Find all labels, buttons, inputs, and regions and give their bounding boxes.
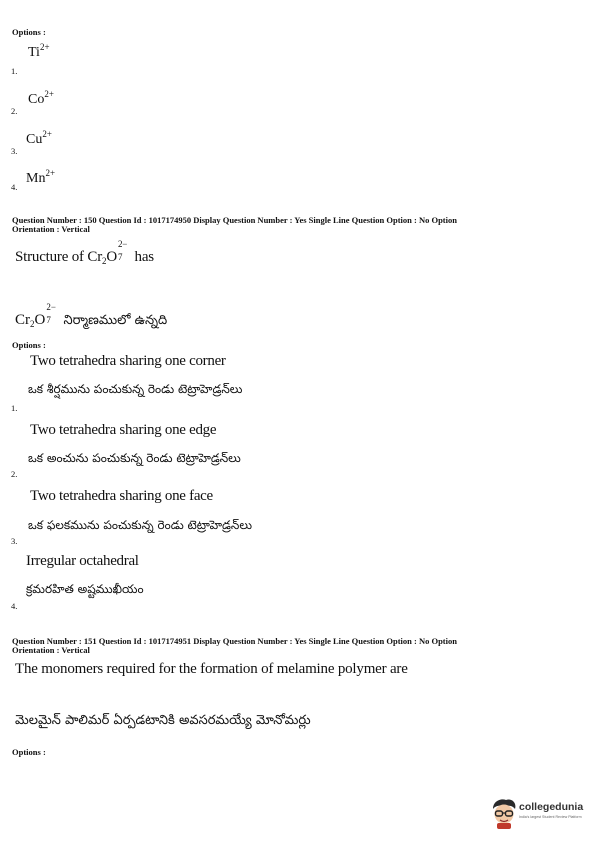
question-150-formula-te: $Cr_2O$ 2− 7: [15, 302, 56, 329]
question-150-orientation: Orientation : Vertical: [12, 224, 90, 234]
option-prev-4-formula: $Mn^{2+}$: [26, 168, 56, 186]
student-mascot-icon: [489, 797, 519, 829]
logo-name: collegedunia: [519, 801, 584, 813]
option-150-3-number: 3.: [11, 536, 18, 546]
option-150-4-te: క్రమరహిత అష్టముఖీయం: [26, 582, 144, 596]
option-prev-2-number: 2.: [11, 106, 18, 116]
options-label-150: Options :: [12, 340, 46, 350]
option-prev-2-formula: $Co^{2+}$: [28, 89, 54, 107]
option-prev-3-formula: $Cu^{2+}$: [26, 129, 52, 147]
logo-tagline: India's largest Student Review Platform: [519, 815, 582, 819]
question-150-text-te: $Cr_2O$ 2− 7 నిర్మాణములో ఉన్నది: [15, 302, 168, 329]
question-151-text-te: మెలమైన్ పాలిమర్ ఏర్పడటానికి అవసరమయ్యే మోనోమర్లు: [15, 713, 311, 728]
option-150-1-number: 1.: [11, 403, 18, 413]
question-151-header: Question Number : 151 Question Id : 1017174951 Display Question Number : Yes Single Line Question Option : No Option: [12, 636, 457, 646]
question-150-header: Question Number : 150 Question Id : 1017174950 Display Question Number : Yes Single Line Question Option : No Option: [12, 215, 457, 225]
option-150-3-en: Two tetrahedra sharing one face: [30, 488, 213, 504]
option-150-1-te: ఒక శీర్షమును పంచుకున్న రెండు టెట్రాహెడ్రన్‌లు: [28, 382, 243, 396]
option-prev-4-number: 4.: [11, 182, 18, 192]
question-150-text-en: Structure of $Cr_2O$ 2− 7 has: [15, 239, 154, 266]
question-150-formula: $Cr_2O$ 2− 7: [87, 239, 128, 266]
option-150-4-number: 4.: [11, 601, 18, 611]
collegedunia-logo: [489, 795, 589, 831]
question-151-text-en: The monomers required for the formation of melamine polymer are: [15, 661, 408, 677]
option-prev-3-number: 3.: [11, 146, 18, 156]
option-prev-1-number: 1.: [11, 66, 18, 76]
option-150-2-te: ఒక అంచును పంచుకున్న రెండు టెట్రాహెడ్రన్‌లు: [28, 451, 241, 465]
option-150-2-number: 2.: [11, 469, 18, 479]
option-150-3-te: ఒక ఫలకమును పంచుకున్న రెండు టెట్రాహెడ్రన్‌లు: [28, 518, 252, 532]
options-label-151: Options :: [12, 747, 46, 757]
option-prev-1-formula: $Ti^{2+}$: [28, 42, 50, 60]
question-151-orientation: Orientation : Vertical: [12, 645, 90, 655]
option-150-2-en: Two tetrahedra sharing one edge: [30, 422, 217, 438]
options-label-prev: Options :: [12, 27, 46, 37]
option-150-4-en: Irregular octahedral: [26, 553, 139, 569]
option-150-1-en: Two tetrahedra sharing one corner: [30, 353, 226, 369]
